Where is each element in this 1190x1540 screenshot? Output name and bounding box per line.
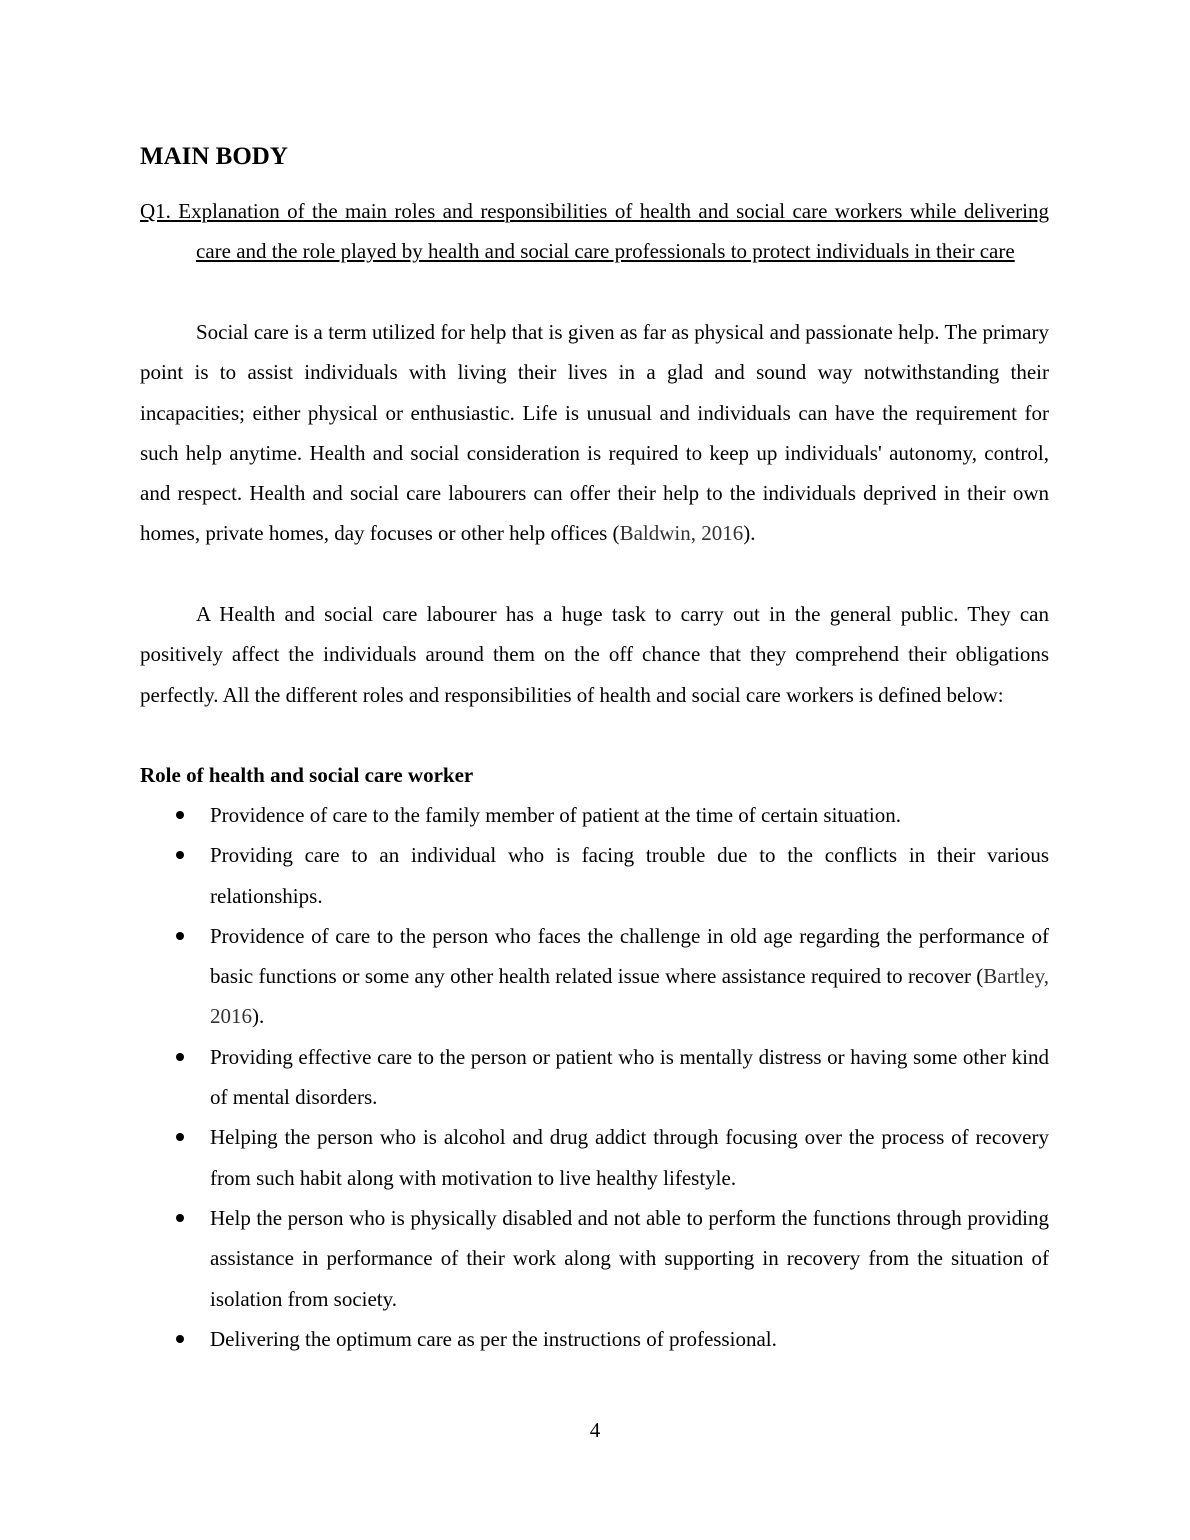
list-item bbox=[140, 1117, 1049, 1198]
paragraph-labourer bbox=[140, 594, 1049, 715]
list-item bbox=[140, 795, 1049, 835]
roles-bullet-list bbox=[140, 795, 1049, 1359]
subheading-role: Role of health and social care worker bbox=[140, 763, 474, 787]
section-heading: MAIN BODY bbox=[140, 143, 288, 170]
paragraph-social-care bbox=[140, 312, 1049, 554]
paragraph-text: A Health and social care labourer has a huge task to carry out in the general public. They can positively affect the individuals around them on the off chance that they comprehend their obligations perfectly. All the different roles and responsibilities of health and social care workers is defined below: bbox=[140, 602, 1049, 707]
question-title: Q1. Explanation of the main roles and responsibilities of health and social care workers while delivering care and the role played by health and social care professionals to protect individuals in their care bbox=[140, 199, 1049, 264]
list-item bbox=[140, 1319, 1049, 1359]
list-item-text: Helping the person who is alcohol and drug addict through focusing over the process of recovery from such habit along with motivation to live healthy lifestyle. bbox=[210, 1125, 1049, 1190]
list-item-text: Providing effective care to the person or patient who is mentally distress or having some other kind of mental disorders. bbox=[210, 1044, 1049, 1110]
list-item-text: Delivering the optimum care as per the instructions of professional. bbox=[210, 1326, 777, 1351]
bullet-icon bbox=[176, 851, 184, 859]
list-item-text: Providing care to an individual who is facing trouble due to the conflicts in their various relationships. bbox=[210, 843, 1049, 908]
list-item-text: Providence of care to the person who faces the challenge in old age regarding the performance of basic functions or some any other health related issue where assistance required to recover ( bbox=[210, 923, 1049, 989]
citation-bartley: Bartley, 2016 bbox=[210, 964, 1049, 1029]
page-number: 4 bbox=[589, 1418, 601, 1442]
citation-baldwin: Baldwin, 2016 bbox=[619, 521, 744, 546]
bullet-icon bbox=[176, 1133, 184, 1141]
list-item bbox=[140, 1198, 1049, 1319]
paragraph-text: Social care is a term utilized for help that is given as far as physical and passionate help. The primary point is to assist individuals with living their lives in a glad and sound way notwithstanding their incapacities; either physical or enthusiastic. Life is unusual and individuals can have the requirement for such help anytime. Health and social consideration is required to keep up individuals' autonomy, control, and respect. Health and social care labourers can offer their help to the individuals deprived in their own homes, private homes, day focuses or other help offices ( bbox=[140, 320, 1049, 546]
list-item-text: Providence of care to the family member of patient at the time of certain situation. bbox=[210, 803, 902, 827]
list-item bbox=[140, 916, 1049, 1037]
paragraph-end: ). bbox=[743, 521, 756, 546]
bullet-icon bbox=[176, 1214, 184, 1222]
list-item bbox=[140, 835, 1049, 916]
list-item-end: ). bbox=[252, 1004, 265, 1029]
bullet-icon bbox=[176, 1335, 184, 1343]
bullet-icon bbox=[176, 932, 184, 940]
bullet-icon bbox=[176, 811, 184, 819]
list-item bbox=[140, 1037, 1049, 1118]
list-item-text: Help the person who is physically disabled and not able to perform the functions through providing assistance in performance of their work along with supporting in recovery from the situation of isolation from society. bbox=[210, 1205, 1049, 1311]
bullet-icon bbox=[176, 1053, 184, 1061]
